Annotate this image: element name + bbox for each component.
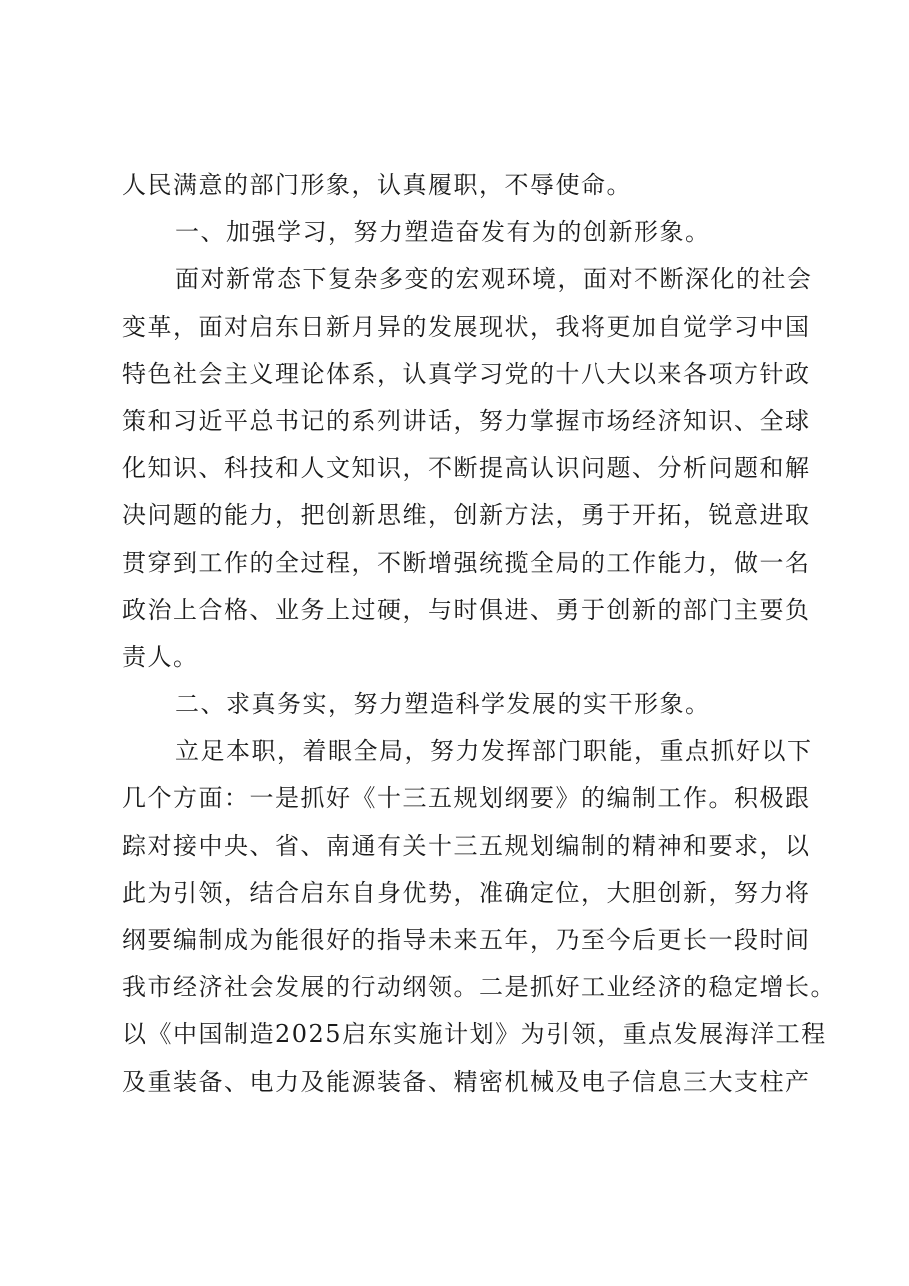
paragraph-start: 面对新常态下复杂多变的宏观环境，面对不断深化的社会 xyxy=(175,265,813,294)
section-heading-1: 一、加强学习，努力塑造奋发有为的创新形象。 xyxy=(175,218,711,247)
text-line: 策和习近平总书记的系列讲话，努力掌握市场经济知识、全球 xyxy=(122,406,811,435)
text-line: 几个方面：一是抓好《十三五规划纲要》的编制工作。积极跟 xyxy=(122,784,811,813)
section-heading-2: 二、求真务实，努力塑造科学发展的实干形象。 xyxy=(175,690,711,719)
text-line: 此为引领，结合启东自身优势，准确定位，大胆创新，努力将 xyxy=(122,878,811,907)
text-line: 贯穿到工作的全过程，不断增强统揽全局的工作能力，做一名 xyxy=(122,548,811,577)
text-line: 决问题的能力，把创新思维，创新方法，勇于开拓，锐意进取 xyxy=(122,501,811,530)
text-line: 政治上合格、业务上过硬，与时俱进、勇于创新的部门主要负 xyxy=(122,595,811,624)
text-line: 及重装备、电力及能源装备、精密机械及电子信息三大支柱产 xyxy=(122,1067,811,1096)
paragraph-start: 立足本职，着眼全局，努力发挥部门职能，重点抓好以下 xyxy=(175,737,813,766)
document-body xyxy=(122,164,836,1108)
text-line: 化知识、科技和人文知识，不断提高认识问题、分析问题和解 xyxy=(122,454,811,483)
text-line: 变革，面对启东日新月异的发展现状，我将更加自觉学习中国 xyxy=(122,312,811,341)
text-line: 纲要编制成为能很好的指导未来五年，乃至今后更长一段时间 xyxy=(122,926,811,954)
text-line: 我市经济社会发展的行动纲领。二是抓好工业经济的稳定增长。 xyxy=(122,973,836,1002)
text-line: 特色社会主义理论体系，认真学习党的十八大以来各项方针政 xyxy=(122,359,811,388)
text-line: 以《中国制造2025启东实施计划》为引领，重点发展海洋工程 xyxy=(122,1020,827,1049)
text-line: 责人。 xyxy=(122,642,199,671)
text-line: 人民满意的部门形象，认真履职，不辱使命。 xyxy=(122,171,632,199)
text-line: 踪对接中央、省、南通有关十三五规划编制的精神和要求，以 xyxy=(122,831,811,860)
